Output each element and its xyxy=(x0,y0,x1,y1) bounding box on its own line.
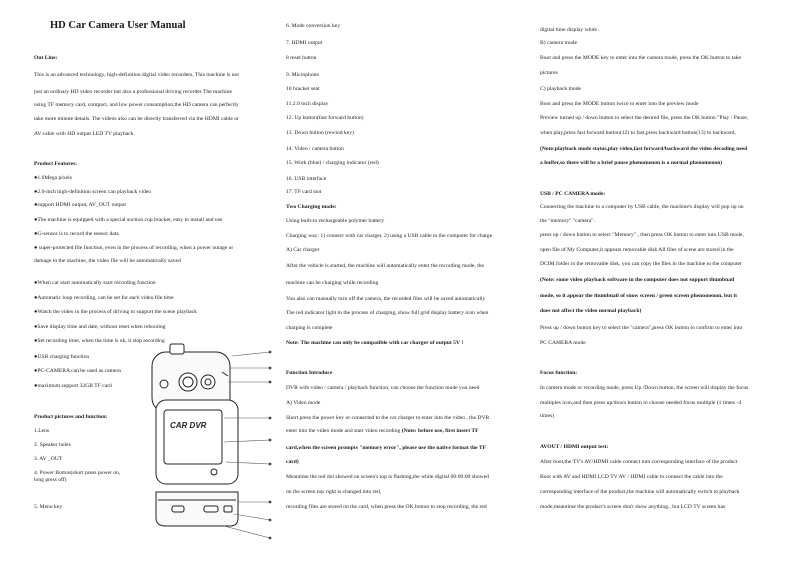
column-2-line: card,when the screen prompts "memory error", please use the native format the TF xyxy=(286,445,486,451)
column-1-line: ● super-protected file function, even in the process of recording, when a power outage or xyxy=(34,245,234,251)
column-3-line: C) playback mode xyxy=(540,86,582,92)
column-1-line: 4. Power Button(short press power on, xyxy=(34,470,121,476)
column-3-line: (Note: some video playback software in the computer does not support thumbnail xyxy=(540,277,735,283)
column-2-line: 11.2.0 inch display xyxy=(286,101,329,107)
column-3-line: PC CAMERA mode xyxy=(540,340,586,346)
column-2-line: 10 bracket seat xyxy=(286,86,320,92)
column-1-line: ●Watch the video in the process of driving to support the scene playback xyxy=(34,309,197,315)
column-2-line: Note: The machine can only be compatible with car charger of output 5V ! xyxy=(286,340,464,346)
column-1-line: Product Features: xyxy=(34,161,78,167)
column-3-line: Boot and press the MODE button twice to enter into the preview mode xyxy=(540,101,699,107)
document-title: HD Car Camera User Manual xyxy=(50,20,186,31)
column-2-line: After the vehicle is started, the machine will automatically enter the recording mode, the xyxy=(286,263,485,269)
column-2-line: 6. Mode conversion key xyxy=(286,23,341,29)
column-3-line: B) camera mode xyxy=(540,40,577,46)
column-1-line: ●USB charging function xyxy=(34,354,90,360)
column-1-line: damage to the machine, the video file will be automatically saved xyxy=(34,258,181,264)
column-2-line: The red indicator light in the process of charging, show full grid display battery icon when xyxy=(286,310,489,316)
column-1-line: ●1.0Mega pixels xyxy=(34,175,72,181)
column-1-line: ●PC-CAMERA can be used as camera xyxy=(34,368,121,374)
column-1-line: Product pictures and function: xyxy=(34,414,108,420)
column-3-line: After boot,the TV's AV/HDMI cable connect into corresponding interface of the product xyxy=(540,459,738,465)
column-1-line: Out Line: xyxy=(34,55,58,61)
column-2-line: A) Car charger xyxy=(286,247,320,253)
column-2-line: Charging way: 1) connect with car charger, 2) using a USB cable to the computer for charge xyxy=(286,233,493,239)
column-2-line: 16. USB interface xyxy=(286,176,327,182)
column-1-line: ●Set recording time, when the time is ok, it stop recording xyxy=(34,338,165,344)
column-1-line: AV cable with HD output LED TV playback xyxy=(34,131,134,137)
column-3-line: Press up / down button key to select the "camera",press OK button to confirm to enter into xyxy=(540,325,743,331)
column-2-line: Using built-in rechargeable polymer battery xyxy=(286,218,385,224)
column-3-line: AVOUT / HDMI output test: xyxy=(540,444,609,450)
column-1-line: ●G-sensor is to record the sensor data xyxy=(34,231,119,237)
column-1-line: using TF memory card, compact, and low power consumption,the HD camera can perfectly xyxy=(34,102,239,108)
column-3-line: mode,meantime the product's screen don't show anything., but LCD TV screen has xyxy=(540,504,726,510)
column-3-line: press up / down button to select "Memory" , then press OK button to enter into USB mode, xyxy=(540,232,744,238)
column-2-line: 8 reset button xyxy=(286,55,317,61)
column-2-line: card) xyxy=(286,459,299,465)
column-3-line: mode, so it appear the thumbnail of snow screen / green screen phenomenon, but it xyxy=(540,293,737,299)
column-3-line: times) xyxy=(540,413,554,419)
column-2-line: You also can manually turn off the camera, the recorded files will be saved automatically xyxy=(286,296,486,302)
car-camera-illustration xyxy=(144,342,276,550)
column-2-line: 13. Down button (rewind key) xyxy=(286,130,354,136)
column-3-line: multiples icon,and then press up/down button to choose needed focus multiple (1 times -4 xyxy=(540,400,742,406)
column-3-line: Boot and press the MODE key to enter into the camera mode, press the OK button to take xyxy=(540,55,742,61)
column-1-line: take more minute details. The videos also can be directly transferred via the HDMI cable or xyxy=(34,116,239,122)
column-3-line: Focus function: xyxy=(540,370,578,376)
column-2-line: 15. Work (blue) / charging indicator (red) xyxy=(286,160,379,166)
column-1-line: ●Save display time and date, without reset when rebooting xyxy=(34,324,166,330)
column-1-line: ●2.0-inch high-definition screen can playback video xyxy=(34,189,152,195)
column-2-line: 9. Microphone xyxy=(286,72,319,78)
column-3-line: Connecting the machine to a computer by USB cable, the machine's display will pop up on xyxy=(540,204,744,210)
column-2-line: 17. TF card slot xyxy=(286,189,322,195)
column-1-line: ●The machine is equipped with a special suction cup bracket, easy to install and use xyxy=(34,217,223,223)
column-3-line: pictures xyxy=(540,70,558,76)
column-2-line: Two Charging mode: xyxy=(286,204,337,210)
column-3-line: open file of My Computer,it appears removable disk All files of scene are stored in the xyxy=(540,247,734,253)
column-1-line: ●support HDMI output, AV_OUT output xyxy=(34,202,126,208)
column-2-line: recording files are stored on the card, when press the OK button to stop recording, the red xyxy=(286,504,487,510)
column-3-line: digital time display white . xyxy=(540,27,600,33)
column-3-line: when play,press fast forward button(12) to fast,press backward button(13) to backward, xyxy=(540,130,736,136)
column-2-line: 12. Up button(fast forward button) xyxy=(286,115,364,121)
column-3-line: (Note:playback mode status,play video,fast forward/backward the video decoding need xyxy=(540,146,748,152)
column-2-line: DVR with video / camera / playback function, can choose the function mode you need xyxy=(286,385,480,391)
column-2-line: on the screen top right is changed into red, xyxy=(286,489,382,495)
column-2-line: 7. HDMI output xyxy=(286,40,323,46)
column-1-line: 3. AV _OUT xyxy=(34,456,63,462)
note-inline: (Note: before use, first insert TF xyxy=(401,428,479,434)
column-2-line: machine can be charging while recording xyxy=(286,280,379,286)
column-3-line: USB / PC CAMERA mode: xyxy=(540,191,606,197)
column-3-line: In camera mode or recording mode, press Up /Down button, the screen will display the focus xyxy=(540,385,749,391)
column-2-line: enter into the video mode and start video recording (Note: before use, first insert TF xyxy=(286,428,479,434)
column-3-line: DCIM folder in the removable disk, you can copy the files in the machine to the computer xyxy=(540,261,742,267)
column-2-line: Function Introduce xyxy=(286,370,333,376)
device-screen-label: CAR DVR xyxy=(170,421,207,430)
column-3-line: the "memory" "camera". xyxy=(540,218,595,224)
column-2-line: Short press the power key or connected to the car charger to enter into the video , the DVR xyxy=(286,415,490,421)
column-1-line: ●maximum support 32GB TF card xyxy=(34,383,112,389)
column-1-line: long press off) xyxy=(34,477,67,483)
column-1-line: 1.Lens xyxy=(34,428,50,434)
column-1-line: ●Automatic loop recording, can be set for each video file time xyxy=(34,295,174,301)
column-1-line: ●When car start automatically start recording function xyxy=(34,280,156,286)
column-3-line: does not affect the video normal playback) xyxy=(540,308,642,314)
column-1-line: just an ordinary HD video recorder but also a professional driving recorder The machine xyxy=(34,89,232,95)
column-3-line: corresponding interface of the product,the machine will automatically switch to playback xyxy=(540,489,740,495)
column-1-line: This is an advanced technology, high-definition digital video recorders, This machine is not xyxy=(34,72,239,78)
column-2-line: Meantime the red dot showed on screen's top is flashing,the white digital 00:00:00 showed xyxy=(286,474,489,480)
column-1-line: 2. Speaker holes xyxy=(34,442,71,448)
column-2-line: A) Video mode xyxy=(286,400,321,406)
column-2-line: 14. Video / camera button xyxy=(286,146,344,152)
column-3-line: Boot with AV and HDMI LCD TV AV / HDMI cable to connect the cable into the xyxy=(540,474,723,480)
column-1-line: 5. Menu key xyxy=(34,504,63,510)
column-3-line: a buffer,so there will be a brief pause phenomenon is a normal phenomenon) xyxy=(540,160,723,166)
column-3-line: Preview turned up / down button to select the desired file, press the OK button "Play / Pause, xyxy=(540,115,749,121)
column-2-line: charging is complete xyxy=(286,325,333,331)
